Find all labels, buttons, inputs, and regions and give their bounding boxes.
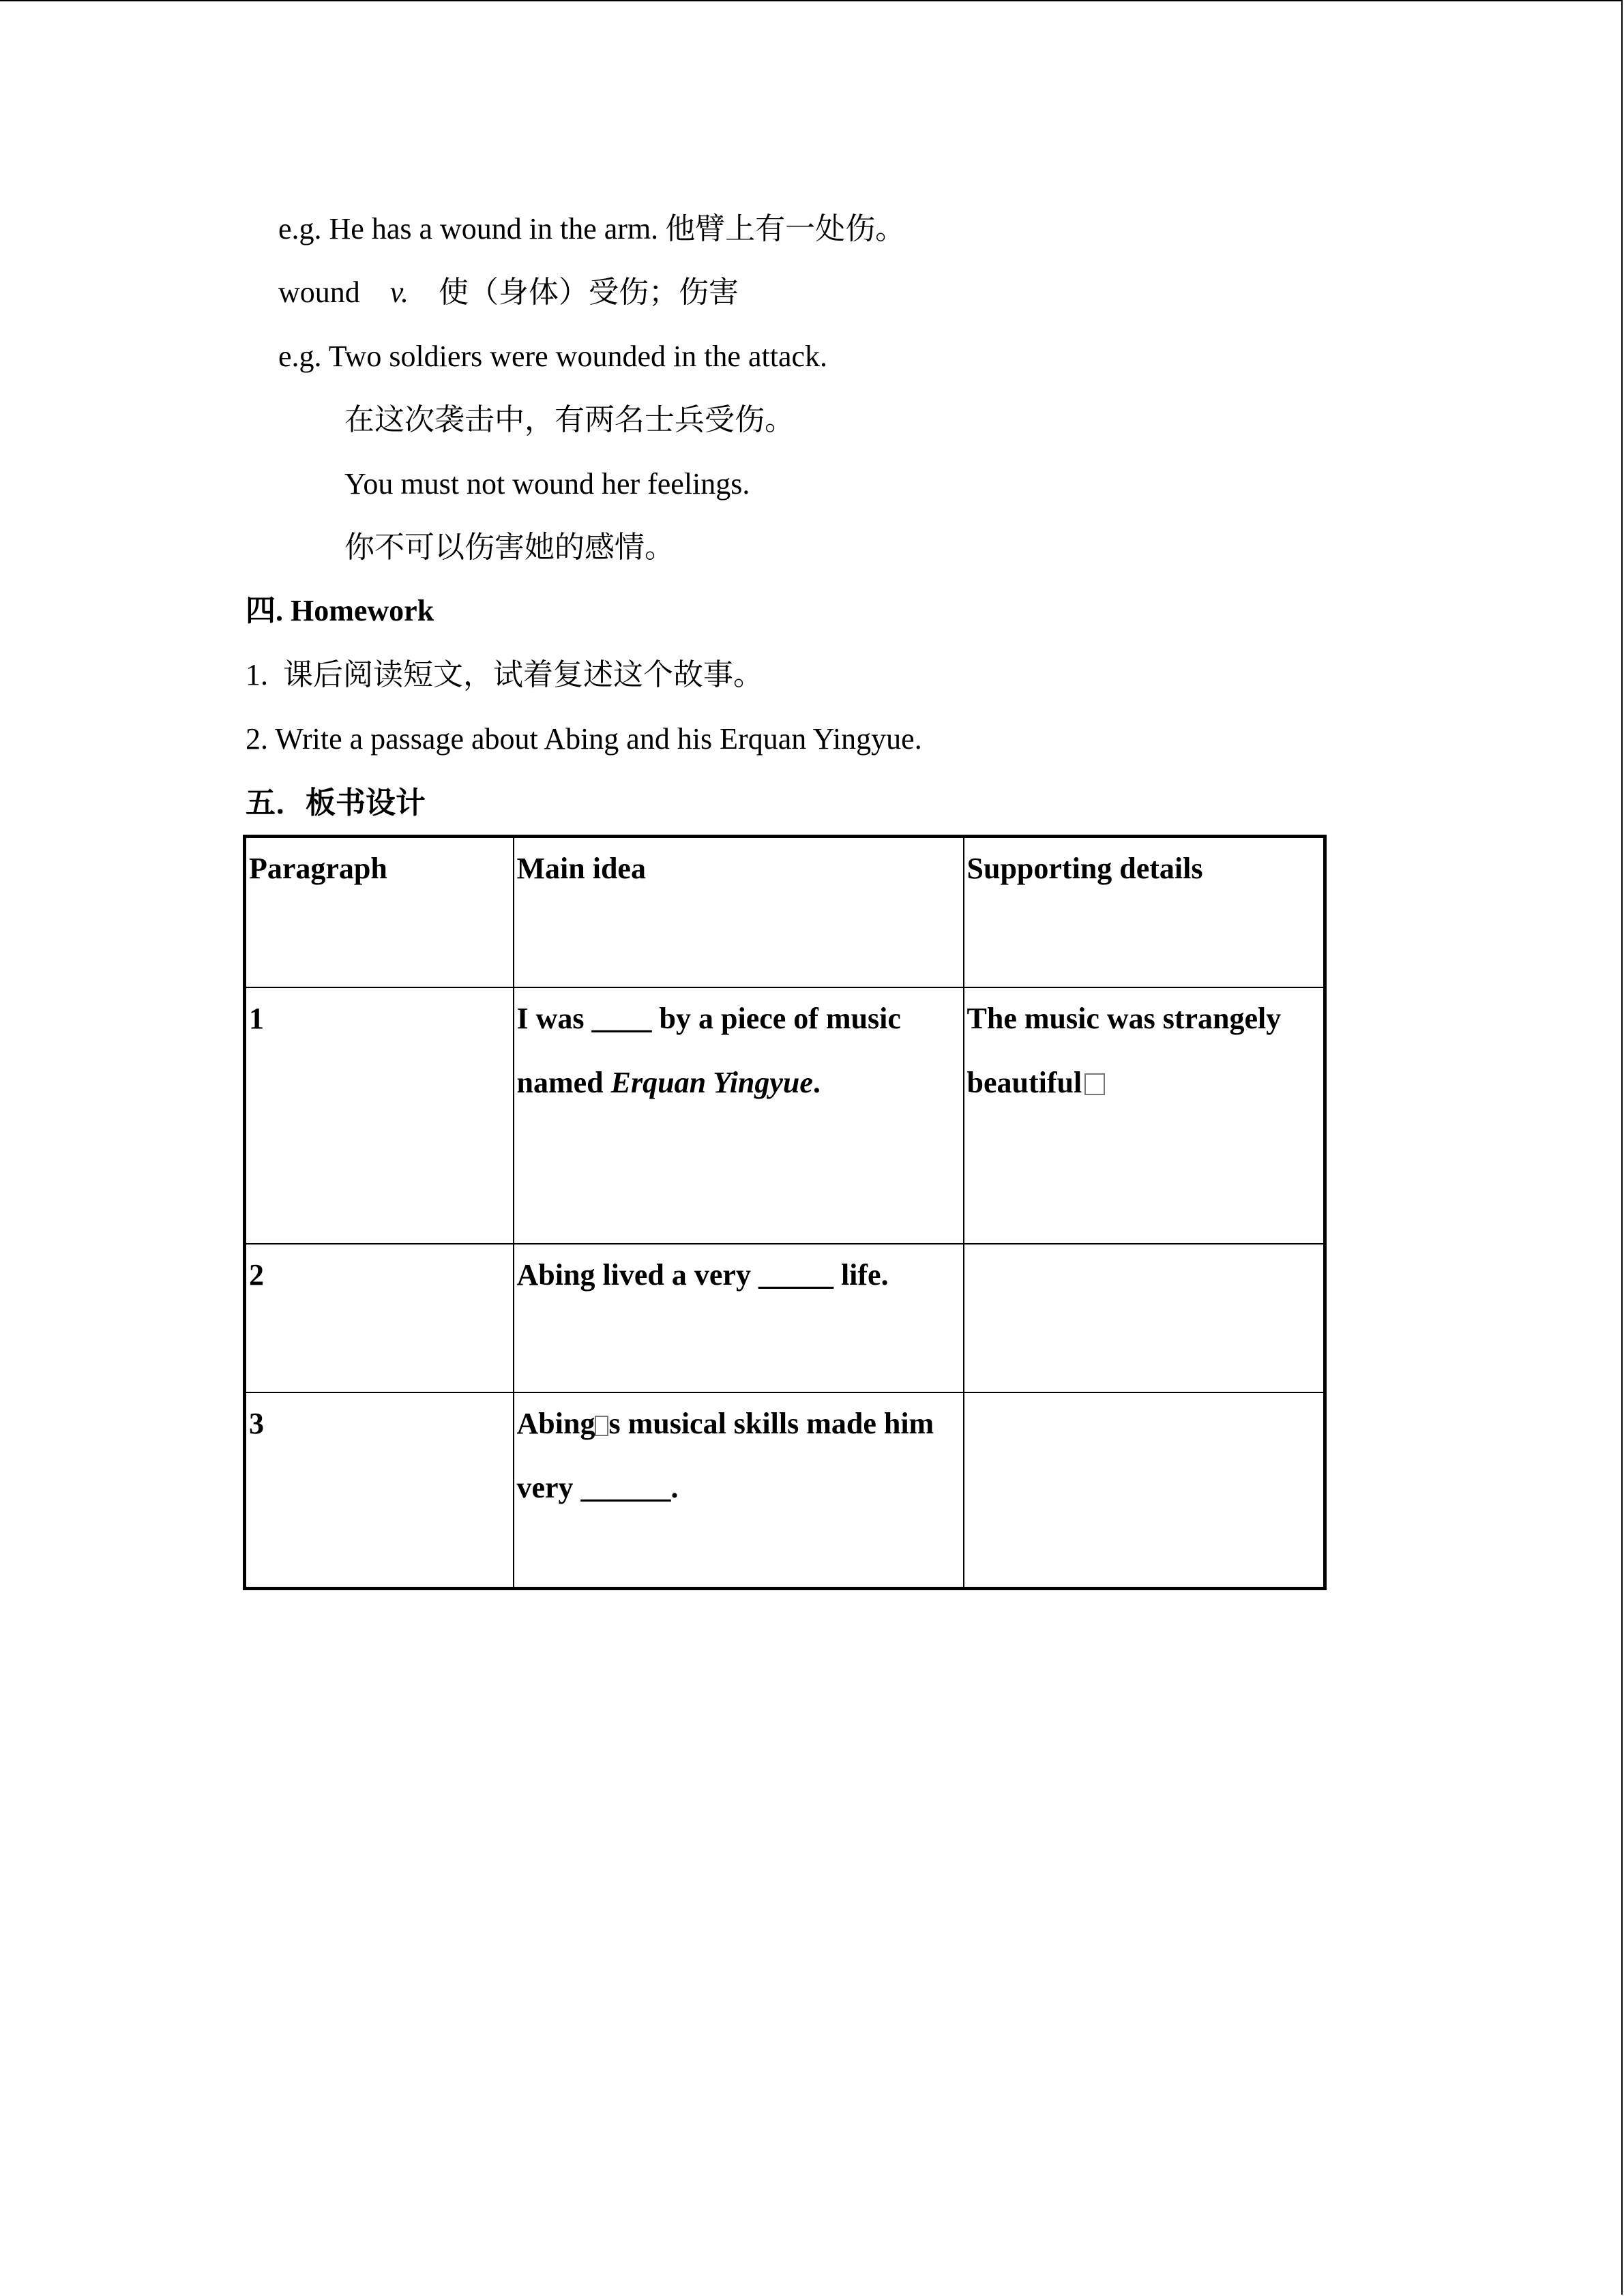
part-of-speech: v.	[389, 275, 409, 309]
header-supporting-details: Supporting details	[964, 837, 1325, 987]
table-header-row	[245, 837, 1325, 987]
supporting-details-text: The music was strangely beautiful	[966, 1001, 1282, 1099]
homework-item-2: 2. Write a passage about Abing and his Erquan Yingyue.	[246, 722, 922, 756]
example-1-chinese: 他臂上有一处伤。	[665, 212, 906, 245]
example-line-2: e.g. Two soldiers were wounded in the attack.	[278, 340, 827, 373]
supporting-details-cell	[964, 1244, 1325, 1392]
table-row	[245, 1244, 1325, 1392]
main-idea-cell: Abing lived a very _____ life.	[514, 1244, 964, 1392]
vocab-definition: 使（身体）受伤；伤害	[439, 275, 739, 309]
main-idea-text-before: Abing	[516, 1406, 595, 1440]
main-idea-text-after: s musical skills made him very ______.	[516, 1406, 934, 1504]
table-row	[245, 987, 1325, 1244]
music-title: Erquan Yingyue	[610, 1065, 813, 1099]
homework-item-1: 1. 课后阅读短文，试着复述这个故事。	[246, 658, 763, 691]
vocab-word: wound	[278, 275, 360, 309]
missing-glyph-icon	[1084, 1073, 1105, 1095]
supporting-details-cell	[964, 1392, 1325, 1589]
example-2-translation: 在这次袭击中，有两名士兵受伤。	[344, 403, 795, 436]
table-row	[245, 1392, 1325, 1589]
board-design-heading: 五．板书设计	[246, 786, 426, 820]
definition-line	[278, 272, 739, 313]
main-idea-cell	[514, 1392, 964, 1589]
board-design-table	[243, 835, 1327, 1590]
paragraph-number: 3	[245, 1392, 514, 1589]
header-main-idea: Main idea	[514, 837, 964, 987]
example-line-1	[278, 209, 905, 250]
example-1-english: e.g. He has a wound in the arm.	[278, 212, 659, 245]
example-line-3: You must not wound her feelings.	[344, 467, 750, 501]
missing-apostrophe-icon	[595, 1416, 608, 1436]
supporting-details-cell	[964, 987, 1325, 1244]
example-3-translation: 你不可以伤害她的感情。	[344, 531, 675, 564]
main-idea-cell	[514, 987, 964, 1244]
header-paragraph: Paragraph	[245, 837, 514, 987]
main-idea-end: .	[812, 1065, 821, 1099]
main-idea-text: I was ____ by a piece of music named	[516, 1001, 901, 1099]
paragraph-number: 1	[245, 987, 514, 1244]
homework-heading: 四. Homework	[246, 594, 434, 627]
paragraph-number: 2	[245, 1244, 514, 1392]
